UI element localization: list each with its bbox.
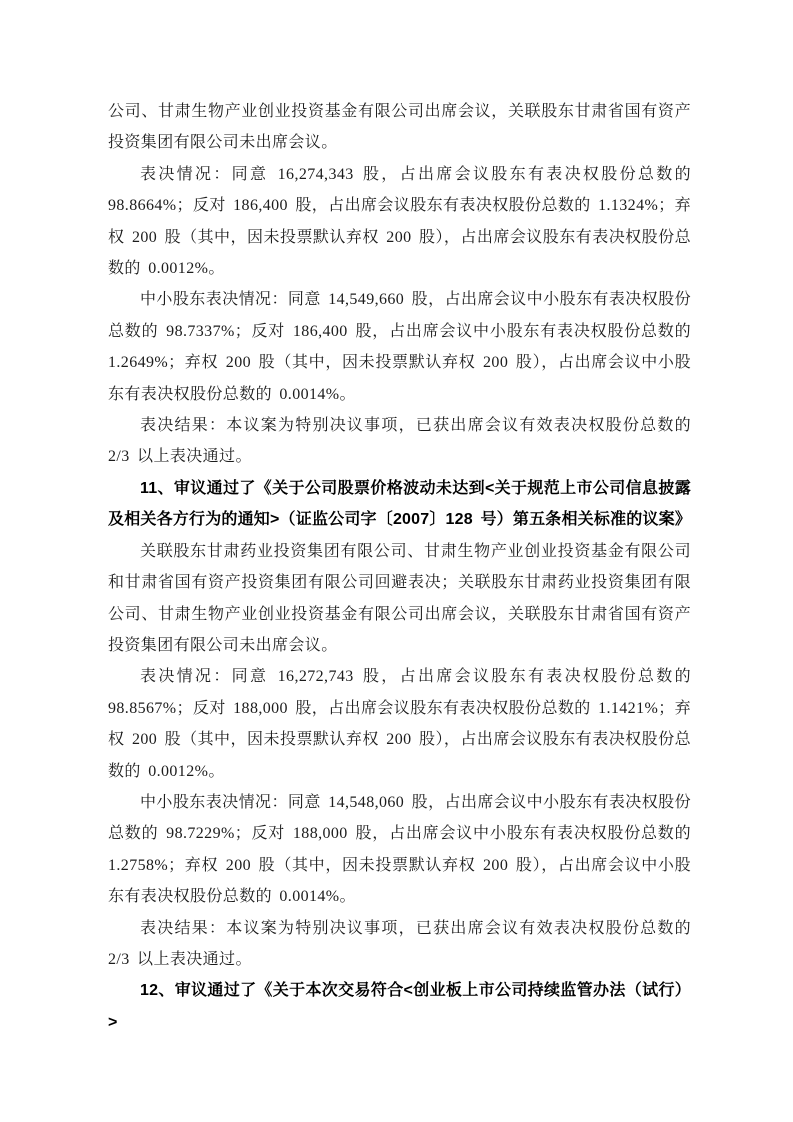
- voting-details-paragraph-11: 表决情况：同意 16,272,743 股，占出席会议股东有表决权股份总数的 98.8567%；反对 188,000 股，占出席会议股东有表决权股份总数的 1.1421%；弃权 200 股（其中，因未投票默认弃权 200 股），占出席会议股东有表决权股份总数的 0.0012%。: [108, 668, 691, 780]
- voting-outcome-paragraph: 表决结果：本议案为特别决议事项，已获出席会议有效表决权股份总数的 2/3 以上表决通过。: [108, 417, 691, 466]
- voting-details-paragraph: 表决情况：同意 16,274,343 股，占出席会议股东有表决权股份总数的 98.8664%；反对 186,400 股，占出席会议股东有表决权股份总数的 1.1324%；弃权 200 股（其中，因未投票默认弃权 200 股），占出席会议股东有表决权股份总数的 0.0012%。: [108, 165, 691, 278]
- minority-shareholder-voting-paragraph: 中小股东表决情况：同意 14,549,660 股，占出席会议中小股东有表决权股份总数的 98.7337%；反对 186,400 股，占出席会议中小股东有表决权股份总数的 1.2649%；弃权 200 股（其中，因未投票默认弃权 200 股），占出席会议中小股东有表决权股份总数的 0.0014%。: [108, 291, 691, 403]
- resolution-11-heading: 11、审议通过了《关于公司股票价格波动未达到<关于规范上市公司信息披露及相关各方行为的通知>（证监公司字〔2007〕128 号）第五条相关标准的议案》: [108, 479, 692, 529]
- attendance-continuation-paragraph: 公司、甘肃生物产业创业投资基金有限公司出席会议，关联股东甘肃省国有资产投资集团有限公司未出席会议。: [108, 103, 691, 152]
- voting-outcome-paragraph-11: 表决结果：本议案为特别决议事项，已获出席会议有效表决权股份总数的 2/3 以上表决通过。: [108, 919, 691, 968]
- related-shareholder-abstention-paragraph: 关联股东甘肃药业投资集团有限公司、甘肃生物产业创业投资基金有限公司和甘肃省国有资产投资集团有限公司回避表决；关联股东甘肃药业投资集团有限公司、甘肃生物产业创业投资基金有限公司出席会议，关联股东甘肃省国有资产投资集团有限公司未出席会议。: [108, 542, 691, 654]
- minority-shareholder-voting-paragraph-11: 中小股东表决情况：同意 14,548,060 股，占出席会议中小股东有表决权股份总数的 98.7229%；反对 188,000 股，占出席会议中小股东有表决权股份总数的 1.2758%；弃权 200 股（其中，因未投票默认弃权 200 股），占出席会议中小股东有表决权股份总数的 0.0014%。: [108, 793, 691, 906]
- resolution-12-heading: 12、审议通过了《关于本次交易符合<创业板上市公司持续监管办法（试行）>: [108, 982, 691, 1031]
